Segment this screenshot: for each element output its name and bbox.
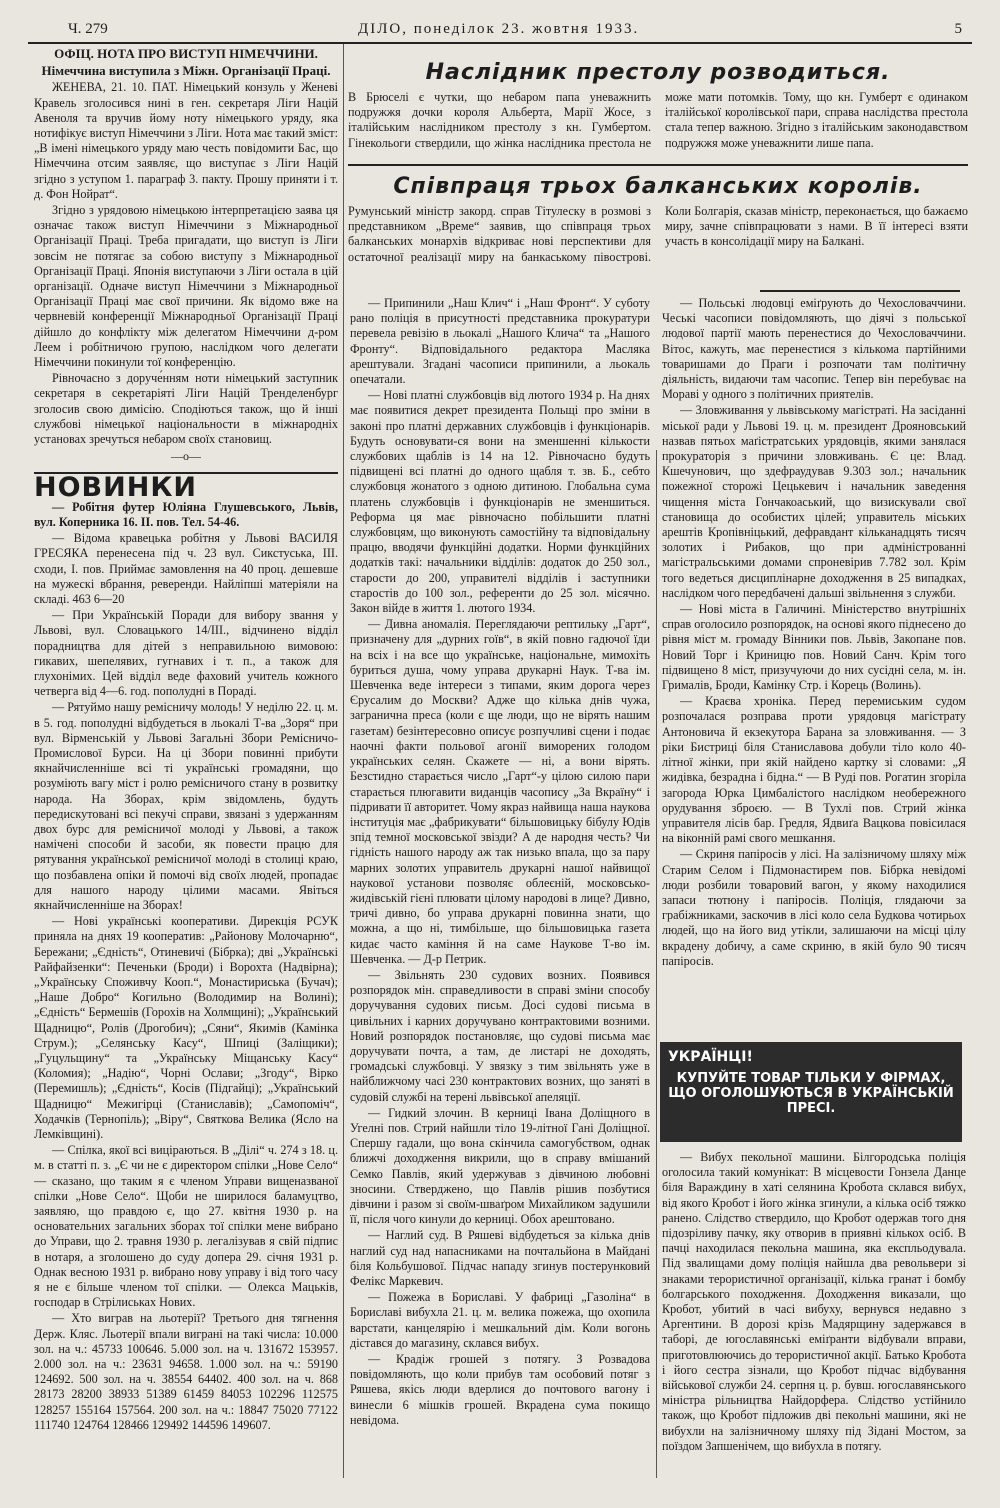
news-item: — Крадіж грошей з потягу. З Розвадова повідомляють, що коли прибув там особовий потяг з Ряшева, якісь люди вдерлися до почтового вагону і винесли 6 мішків грошей. Вкрадена сума покищо невідома. (350, 1352, 650, 1427)
news-item: — Нові міста в Галичині. Міністерство внутрішніх справ оголосило розпорядок, на основі якого піднесено до рівня міст м. громаду Вінники пов. Львів, Закопане пов. Новий Торг і Криницю пов. Новий Санч. Крім того підвищено 8 міст, призучуючи до них сусідні села, м. ін. Грималів, Броди, Камінку Стр. і Корець (Волинь). (662, 602, 966, 693)
column-left (34, 44, 338, 1488)
news-item: — Краєва хроніка. Перед перемиським судом розпочалася розправа проти урядовця магістрату Антоновича й екзекутора Барана за зловживання. — З ріки Бистриці біля Станиславова добули тіло коло 40-літної жінки, при якій найдено картку зі словами: „Я жидівка, безрадна і бідна.“ — В Руді пов. Рогатин згоріла загорода Юрка Цимбалістого наслідком необережного орудування зброєю. — В Тухлі пов. Стрий жінка управителя лісів бар. Гредля, Ядвиґа Вацкова повісилася на віконній рамі свого мешкання. (662, 694, 966, 846)
news-item: — При Українській Поради для вибору звання у Львові, вул. Словацького 14/III., відчинено відділ порадництва для дітей з неправильною вимовою: гикавих, шепелявих, гугнавих і т. п., а також для глухонімих. Цей відділ веде фаховий учитель кожного четверга від 4—6. год. пополудні в Пораді. (34, 608, 338, 699)
page-number: Ч. 279 (68, 21, 108, 37)
news-item: — Нові українські кооперативи. Дирекція РСУК приняла на днях 19 кооператив: „Районову Молочарню“, Бережани; „Єдність“, Отиневичі (Бібрка); дві „Українські Райфайзенки“: Печеньки (Броди) і Ворохта (Надвірна); „Українську Споживчу Кооп.“, Монастириська (Бучач); „Наше Добро“ Когильно (Володимир на Волині); „Єдність“ Бермешів (Горохів на Холмщині); „Український Щадницю“, Ролів (Дрогобич); „Сяни“, Якимів (Камінка Струм.); „Селянську Касу“, Шпиці (Заліщики); „Гуцульщину“ та „Українську Міщанську Касу“ (Коломия); „Надію“, Чорні Ослави; „Згоду“, Вірко (Перемишль); „Єдність“, Косів (Підгайці); „Український Щадницю“ Межигірці (Станиславів); „Самопоміч“, Ходачків (Тернопіль); „Віру“, Святкова Велика (Ясло на Лемківщині). (34, 914, 338, 1142)
note-title: ОФІЦ. НОТА ПРО ВИСТУП НІМЕЧЧИНИ. (54, 46, 318, 61)
ad-fur: — Робітня футер Юліяна Глушевського, Львів, вул. Коперника 16. II. пов. Тел. 54-46. (34, 499, 338, 529)
column-right (662, 296, 966, 1036)
ad-tailor: — Відома кравецька робітня у Львові ВАСИЛЯ ГРЕСЯКА перенесена під ч. 23 вул. Сикстуська, III. сходи, I. пов. Приймає замовлення на 40 проц. дешевше на мужескі вбрання, реверенди. Найліпші матеріяли на складі. 463 6—20 (34, 531, 338, 606)
news-item: — Гидкий злочин. В керниці Івана Доліщного в Угелні пов. Стрий найшли тіло 19-літної Гані Доліщної. Спершу гадали, що вона скінчила самогубством, однак ближчі доходження викрили, що в справу вмішаний Семко Павлів, який удержував з дівчиною любовні зносини. Стверджено, що Павлів рішив позбутися дівчини і разом зі своїм-шваґром Михайликом задушили її, після чого кинули до керниці. Обох арештовано. (350, 1105, 650, 1227)
divider (348, 164, 968, 166)
news-item: — Вибух пекольної машини. Білгородська поліція оголосила такий комунікат: В місцевости Гонзела Данце біля Вараждину в хаті селянина Кробота склався вибух, від якого Кробот і його жінка згинули, а кілька осіб тяжко ранено. Слідство ствердило, що Кробот одержав того дня підозріливу пачку, яку отворив в приявні кількох осіб. В пачці находилася пекольна машина, яка експльодувала. Під звалищами дому поліція найшла два револьвери зі знаками терористичної організації, кілька гранат і бомбу болгарського походження. Доходження виказали, що Кробот, убитий в часі вибуху, вернувся недавно з Аргентини. В дорозі крізь Мадярщину задержався в таборі, де югославянські еміґранти відбували вправи, приготовлюючись до терористичної акції. Батько Кробота і його сестра зізнали, що Кробот підчас відбування військової служби 24. серпня ц. р. бувш. югославянського міністра рільництва Найдорфера. Слідство устійнило також, що Кробот підложив дві пекольні машини, які не вибухли на залізничному шляху під Зідані Мостом, за поїздом Запшенічем, що вибухла в потягу. (662, 1150, 966, 1453)
note-subtitle: Німеччина виступила з Міжн. Організації Праці. (41, 63, 331, 79)
article-title-heir: Наслідник престолу розводиться. (425, 60, 891, 85)
article-body-balkan: Румунський міністр закорд. справ Тітулеску в розмові з представником „Време“ заявив, що співпраця трьох балканських монархів відкриває нові перспективи для остаточної реалізації миру на банкаському півострові. Коли Болгарія, сказав міністр, переконається, що бажаємо миру, зачне співпрацювати з нами. В її інтересі взяти участь в консолідації миру на Балкані. (348, 204, 968, 264)
article-title-balkan: Співпраця трьох балканських королів. (393, 174, 923, 199)
note-paragraph: ЖЕНЕВА, 21. 10. ПАТ. Німецький конзуль у Женеві Кравель зголосився нині в ген. секретаря Ліги Націй Авеноля та вручив йому ноту німецького уряду, яка нотифікує виступ Німеччини з Ліги. Нота має такий зміст: „В імені німецького уряду маю честь повідомити Бас, що Німеччина отсим заявляє, що виступає з Ліги Націй згідно з уступом 1. параграф 3. пакту. Прошу приняти і т. д. Фон Нойрат“. (34, 80, 338, 201)
news-item: — Наглий суд. В Ряшеві відбудеться за кілька днів наглий суд над напасниками на почтальйона в Майдані біля Кольбушової. Підчас нападу згинув постерунковий Фелікс Маркевич. (350, 1228, 650, 1288)
news-item: — Зловживання у львівському магістраті. На засіданні міської ради у Львові 19. ц. м. президент Дрояновський назвав пятьох маґістратських урядовців, якими занялася прокураторія з причини зловживань. Є це: Влад. Кшечунович, що здефраудував 9.303 зол.; начальник пожежної сторожі Цецькевич і начальник заведення чищення міста Гончакоаський, що визискували свої становища до особистих цілей; управитель міських арештів Кропівніцький, дефравдант кільканадцять тисяч золотих і Рибаков, що при адміністрованні магістральськими домами спроневірив 7.782 зол. Крім того ведеться дисциплінарне доходження в 25 випадках, наслідком чого передбачені дальші звільнення з служби. (662, 403, 966, 600)
article-body-heir: В Брюселі є чутки, що небаром папа уневажнить подружжя дочки короля Альберта, Марії Жосе, з італійським наслідником престолу з кн. Гумбертом. Гінекольоги ствердили, що жінка наслідника престола не може мати потомків. Тому, що кн. Гумберт є одинаком італійської королівської пари, справа наслідства престола стала тепер важною. Згідно з італійським законодавством подружжя може уневажнити лише папа. (348, 90, 968, 150)
ad-box-body: КУПУЙТЕ ТОВАР ТІЛЬКИ У ФІРМАХ, ЩО ОГОЛОШУЮТЬСЯ В УКРАЇНСЬКІЙ ПРЕСІ. (668, 1071, 954, 1116)
page-header (28, 18, 972, 44)
note-paragraph: Рівночасно з доруче́нням ноти німецький заступник секретаря в секретаріяті Ліги Націй Тренделенбург зголосив свою димісію. Сподіються також, що й інші службові німецької національности в міжнародніх установах зречуться небаром своїх становищ. (34, 371, 338, 447)
separator: —o— (171, 449, 201, 464)
ad-box-title: УКРАЇНЦІ! (668, 1049, 753, 1065)
news-item: — Пожежа в Бориславі. У фабриці „Газоліна“ в Бориславі вибухла 21. ц. м. велика пожежа, що охопила варстати, канцелярію і мешкальний дім. Коли вогонь дістався до магазину, склався вибух. (350, 1290, 650, 1350)
news-item: — Скриня папіросів у лісі. На залізничому шляху між Старим Селом і Підмонастирем пов. Бібрка невідомі люди розбили товаровий вагон, у якому находилися запаси тютюну і папіросів. Поліція, глядаючи за грабіжниками, заскочив в лісі коло села Будкова чотирьох людей, що на його вид утікли, залишаючи на місці цілу вкрадену добичу, а саме скриню, в якій було 90 тисяч папіросів. (662, 847, 966, 968)
news-item: — Хто виграв на льотерії? Третього дня тягнення Держ. Кляс. Льотерії впали виграні на такі числа: 10.000 зол. на ч.: 45733 100646. 5.000 зол. на ч. 131672 153957. 2.000 зол. на ч.: 23631 94658. 1.000 зол. на ч.: 59190 124692. 500 зол. на ч. 38554 64402. 400 зол. на ч. 868 28173 28200 38933 51389 61459 84053 102296 112575 128257 155164 157564. 200 зол. на ч.: 18847 75020 77122 111740 124764 128466 129492 144596 149607. (34, 1311, 338, 1432)
masthead: ДІЛО, понеділок 23. жовтня 1933. (358, 21, 640, 37)
news-item: — Звільнять 230 судових возних. Появився розпорядок мін. справедливости в справі зміни способу доручування судових письм. Досі судові письма в цивільних і карних доручувано контрактовими возними. Новий розпорядок постановляє, що судові письма має доручувати почта, а там, де листарі не доходять, громадські службовці. У звязку з тим звільнять уже в найближчому часі 230 контрактових возних, що заняті в судовій службі на терені львівської апеляції. (350, 967, 650, 1104)
column-rule (343, 44, 344, 1478)
page-side: 5 (954, 21, 962, 37)
column-middle (350, 296, 650, 1488)
column-rule (656, 450, 657, 1478)
news-item: — Дивна аномалія. Переглядаючи рептильку „Гарт“, призначену для „дурних гоїв“, в якій повно гадючої їди на всіх і на все що українське, національне, мимохіть буриться душа, чому управа друкарні Наук. Т-ва ім. Шевченка веде інтереси з типами, яким дорога через Єрусалим до Москви? Адже що кілька днів чужа, загранична преса (коли є ще люди, що не вірять нашим газетам) безінтересовно описує розпучливі сцени і подає наочні факти польової агонії виморених голодом українських селян. Скажете — ні, а вони вірять. Безстидно старається число „Гарт“-у цілою силою пари старається плюгавити виданців часопису „За Вкраїну“ і підривати її авторитет. Чому якраз найвища наша наукова інституція має „фабрикувати“ більшовицьку бібулу Юдів зпід темної московської звізди? А де народня честь? Чи гідність нашого народу аж так низько впала, що за пару марних золотих управитель друкарні нашої найвищої наукової установи позволяє облеєній, московсько-жидівській гієні плювати цілому народові в лице? Дивно, тричі дивно, бо управа друкарні повинна знати, що можна, а що ні, тимбільше, що більшовицька газета кидає часто каміння й на саме Наукове Т-во ім. Шевченка. — Д-р Петрик. (350, 617, 650, 966)
news-item: — Польські людовці еміґрують до Чехословаччини. Чеські часописи повідомляють, що діячі з польської людової партії мають перенестися до Чехословаччини. Вітос, кажуть, має перенестися з кількома партійними товаришами до Праги і розпочати там політичну діяльність, видаючи там часопис. Тепер він перебуває на Мораві у одного з політичних приятелів. (662, 296, 966, 402)
news-section-heading: НОВИНКИ (34, 472, 338, 495)
news-item: — Спілка, якої всі виціраються. В „Ділі“ ч. 274 з 18. ц. м. в статті п. з. „Є чи не є директором спілки „Нове Село“ — сказано, що таким я є членом Управи вищеназваної спілки „Нове Село“. Щоби не ширилося баламуцтво, заявляю, що правдою є, що 27. квітня 1930 р. на основательних загальних зборах тої спілки мене вибрано до Управи, що 2. травня 1930 р. легалізував я свій підпис в нотаря, а зголошено до суду допера 29. січня 1931 р. Однак весною 1931 р. вибрано нову управу і від того часу я не є більше членом тої спілки. — Олекса Мацьків, господар в Стрілиськах Нових. (34, 1143, 338, 1310)
news-item: — Припинили „Наш Клич“ і „Наш Фронт“. У суботу рано поліція в присутності представника прокуратури перевела ревізію в льокалі „Нашого Клича“ та „Нашого Фронту“. Відповідального редактора Масляка арештували. Згадані часописи припинили, а льокаль опечатали. (350, 296, 650, 387)
ad-box-ukrainians (660, 1042, 962, 1142)
divider (760, 290, 960, 292)
news-item: — Рятуймо нашу ремісничу молодь! У неділю 22. ц. м. в 5. год. пополудні відбудеться в льокалі Т-ва „Зоря“ при вул. Вірменській у Львові Загальні Збори Ремісничо-Промислової Бурси. На ці Збори повинні прибути якнайчисленніше всі ті українські громадяни, що розуміють вагу міст і ролю ремісничого стану в розвитку народа. На Зборах, крім звідомлень, будуть передискутовані всі пекучі справи, звязані з удержанням двох бурс для ремісничої молоді у Львові, а також намічені способи й засоби, як повести працю для рятування української ремісничої молоді в столиці краю, що позбавлена опіки й помочі від своїх людей, пропадає для нашого народу цілими масами. Явіться якнайчисленніше на Зборах! (34, 700, 338, 912)
news-item: — Нові платні службовців від лютого 1934 р. На днях має появитися декрет президента Польщі про зміни в законі про платні державних службовців і функціонарів. Будуть основувати-ся вони на зменшенні кількости службових щаблів із 14 на 12. Рівночасно будуть підвищені всі платні до одного щабля т. зв. Б., себто службовця жонатого з одною дитиною. Глобальна сума платень службовців і функціонарів не зменшиться. Реформа ця має рівночасно побільшити платні службовцям, що виконують самостійну та відповідальну працю, вводячи функційні додатки. Норми функційних додатків такі: начальники відділів: додаток до 250 зол., старости до 200, управителі відділів і заступники старостів до 100 зол., референти до 25 зол. місячно. Закон війде в життя 1. лютого 1934. (350, 388, 650, 616)
note-paragraph: Згідно з урядовою німецькою інтерпретацією заява ця означає також виступ Німеччини з Міжнародньої Організації Праці. Треба пригадати, що виступ із Ліги зовсім не потягає за собою виступу з Міжнародньої Організації Праці. Японія виступаючи з Ліги остала в цій організації. Одначе виступ Німеччини з Міжнародньої Організації Праці має свої причини. Як відомо вже на червневій конференції Міжнародньої Організації Праці дійшло до конфлікту між делегатом Німеччини д-ром Леем і робітничою групою, наслідком чого делегати Німеччини покинули тої конференцію. (34, 203, 338, 370)
column-right-bottom (662, 1150, 966, 1488)
